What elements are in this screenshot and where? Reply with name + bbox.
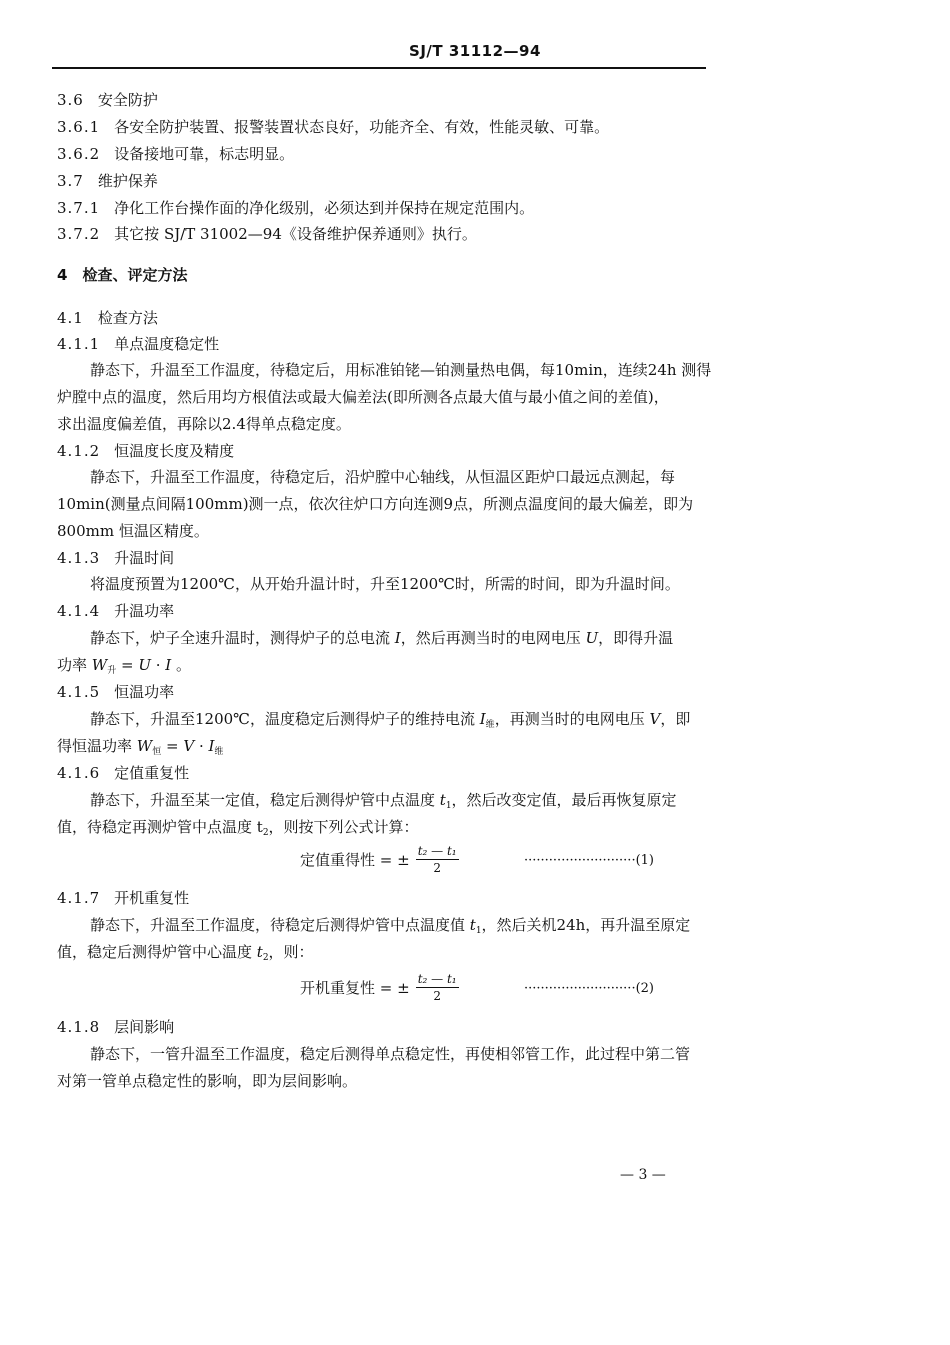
equation-number: (2): [635, 981, 654, 996]
formula-label: 开机重复性 = ±: [300, 978, 410, 997]
heading-4-1-7: [57, 888, 189, 908]
text-run: ·: [194, 737, 209, 755]
fraction-denominator: 2: [433, 989, 441, 1003]
section-number: 4.1.1: [57, 335, 101, 353]
paragraph-line: 静态下，升温至工作温度，待稳定后，沿炉膛中心轴线，从恒温区距炉口最远点测起，每: [90, 468, 676, 486]
clause-text: 其它按 SJ/T 31002—94《设备维护保养通则》执行。: [114, 225, 477, 243]
temperature-variable: t: [439, 791, 446, 809]
fraction-numerator: t₂ — t₁: [417, 972, 457, 986]
text-run: ，再测当时的电网电压: [494, 710, 650, 728]
page-number: — 3 —: [620, 1167, 666, 1183]
heading-4-1: [57, 308, 158, 328]
heading-4-1-4: [57, 601, 174, 621]
paragraph-line: [90, 628, 673, 648]
paragraph-line: 800mm 恒温区精度。: [57, 522, 209, 540]
heading-4-1-5: [57, 682, 174, 702]
subscript: 2: [262, 828, 269, 838]
text-run: 静态下，升温至1200℃，温度稳定后测得炉子的维持电流: [90, 710, 480, 728]
chapter-heading-4: [57, 265, 187, 285]
fraction: [416, 972, 459, 1003]
clause-text: 净化工作台操作面的净化级别，必须达到并保持在规定范围内。: [114, 199, 535, 217]
section-title: 恒温度长度及精度: [114, 442, 235, 460]
paragraph-line: [57, 942, 314, 968]
paragraph-line: [90, 709, 690, 735]
text-run: =: [116, 656, 139, 674]
section-title: 开机重复性: [114, 889, 190, 907]
power-variable: W: [136, 737, 153, 755]
text-run: 得恒温功率: [57, 737, 137, 755]
subscript: 2: [262, 953, 269, 963]
text-run: ·: [150, 656, 166, 674]
section-title: 升温时间: [114, 549, 175, 567]
heading-3-6: [57, 90, 158, 110]
text-run: 静态下，升温至工作温度，待稳定后测得炉管中点温度值: [90, 916, 470, 934]
paragraph-line: [90, 915, 690, 941]
voltage-variable: V: [649, 710, 661, 728]
section-title: 定值重复性: [114, 764, 190, 782]
clause-3-6-1: [57, 117, 609, 137]
text-run: ，然后关机24h，再升温至原定: [481, 916, 691, 934]
clause-3-6-2: [57, 144, 294, 164]
current-variable: I: [208, 737, 215, 755]
clause-text: 各安全防护装置、报警装置状态良好，功能齐全、有效，性能灵敏、可靠。: [114, 118, 610, 136]
paragraph-line: 静态下，一管升温至工作温度，稳定后测得单点稳定性，再使相邻管工作，此过程中第二管: [90, 1045, 691, 1063]
section-title: 单点温度稳定性: [114, 335, 220, 353]
voltage-variable: U: [138, 656, 151, 674]
formula-leader: ···························(2): [524, 981, 654, 996]
section-number: 4.1.8: [57, 1018, 101, 1036]
text-run: 静态下，炉子全速升温时，测得炉子的总电流: [90, 629, 395, 647]
paragraph-line: [57, 817, 419, 843]
clause-3-7-2: [57, 224, 477, 244]
fraction: [416, 844, 459, 875]
clause-text: 设备接地可靠，标志明显。: [114, 145, 295, 163]
text-run: ，则按下列公式计算：: [268, 818, 419, 836]
power-variable: W: [91, 656, 108, 674]
section-title: 维护保养: [97, 172, 158, 190]
heading-4-1-3: [57, 548, 174, 568]
text-run: 功率: [57, 656, 92, 674]
paragraph-line: [57, 736, 223, 762]
section-number: 3.7.2: [57, 225, 101, 243]
text-run: ，然后改变定值，最后再恢复原定: [451, 791, 677, 809]
subscript: 1: [445, 801, 452, 811]
text-run: ，即: [660, 710, 691, 728]
section-title: 检查、评定方法: [82, 266, 188, 284]
paragraph-line: 对第一管单点稳定性的影响，即为层间影响。: [57, 1072, 358, 1090]
section-number: 4: [57, 266, 69, 284]
current-variable: I: [165, 656, 172, 674]
header-rule: [52, 67, 706, 69]
voltage-variable: V: [183, 737, 195, 755]
fraction-denominator: 2: [433, 861, 441, 875]
section-number: 4.1.7: [57, 889, 101, 907]
voltage-variable: U: [585, 629, 599, 647]
current-variable: I: [479, 710, 486, 728]
text-run: 。: [171, 656, 192, 674]
subscript: 维: [485, 720, 495, 730]
text-run: =: [161, 737, 184, 755]
heading-4-1-2: [57, 441, 234, 461]
formula-leader: ···························(1): [524, 853, 654, 868]
text-run: 值，稳定后测得炉管中心温度: [57, 943, 257, 961]
heading-4-1-1: [57, 334, 219, 354]
document-code-header: SJ/T 31112—94: [409, 42, 541, 60]
section-number: 4.1.4: [57, 602, 101, 620]
section-number: 3.7: [57, 172, 84, 190]
current-variable: I: [394, 629, 401, 647]
heading-4-1-8: [57, 1017, 174, 1037]
temperature-variable: t: [256, 943, 263, 961]
subscript: 恒: [152, 747, 162, 757]
formula-label: 定值重得性 = ±: [300, 850, 410, 869]
text-run: ，则：: [268, 943, 314, 961]
paragraph-line: 将温度预置为1200℃，从开始升温计时，升至1200℃时，所需的时间，即为升温时间。: [90, 575, 680, 593]
section-number: 3.6.1: [57, 118, 101, 136]
heading-3-7: [57, 171, 158, 191]
text-run: 静态下，升温至某一定值，稳定后测得炉管中点温度: [90, 791, 440, 809]
heading-4-1-6: [57, 763, 189, 783]
temperature-variable: t: [469, 916, 476, 934]
section-title: 升温功率: [114, 602, 175, 620]
formula-2: [300, 972, 459, 1003]
section-number: 4.1.5: [57, 683, 101, 701]
equation-number: (1): [635, 853, 654, 868]
section-title: 检查方法: [97, 309, 158, 327]
text-run: ，然后再测当时的电网电压: [400, 629, 586, 647]
text-run: ，即得升温: [598, 629, 674, 647]
subscript: 升: [107, 666, 117, 676]
subscript: 1: [475, 926, 482, 936]
paragraph-line: [90, 790, 677, 816]
fraction-numerator: t₂ — t₁: [417, 844, 457, 858]
section-number: 4.1.6: [57, 764, 101, 782]
section-number: 3.6: [57, 91, 84, 109]
section-title: 安全防护: [97, 91, 158, 109]
paragraph-line: 静态下，升温至工作温度，待稳定后，用标准铂铑—铂测量热电偶，每10min，连续24h 测得: [90, 361, 712, 379]
section-number: 3.6.2: [57, 145, 101, 163]
clause-3-7-1: [57, 198, 534, 218]
paragraph-line: 求出温度偏差值，再除以2.4得单点稳定度。: [57, 415, 351, 433]
section-number: 3.7.1: [57, 199, 101, 217]
section-title: 层间影响: [114, 1018, 175, 1036]
paragraph-line: 10min(测量点间隔100mm)测一点，依次往炉口方向连测9点，所测点温度间的最大偏差，即为: [57, 495, 694, 513]
section-title: 恒温功率: [114, 683, 175, 701]
subscript: 维: [214, 747, 224, 757]
paragraph-line: [57, 655, 191, 681]
paragraph-line: 炉膛中点的温度，然后用均方根值法或最大偏差法(即所测各点最大值与最小值之间的差值)，: [57, 388, 669, 406]
section-number: 4.1.3: [57, 549, 101, 567]
text-run: 值，待稳定再测炉管中点温度 t: [57, 818, 263, 836]
section-number: 4.1.2: [57, 442, 101, 460]
section-number: 4.1: [57, 309, 84, 327]
formula-1: [300, 844, 459, 875]
